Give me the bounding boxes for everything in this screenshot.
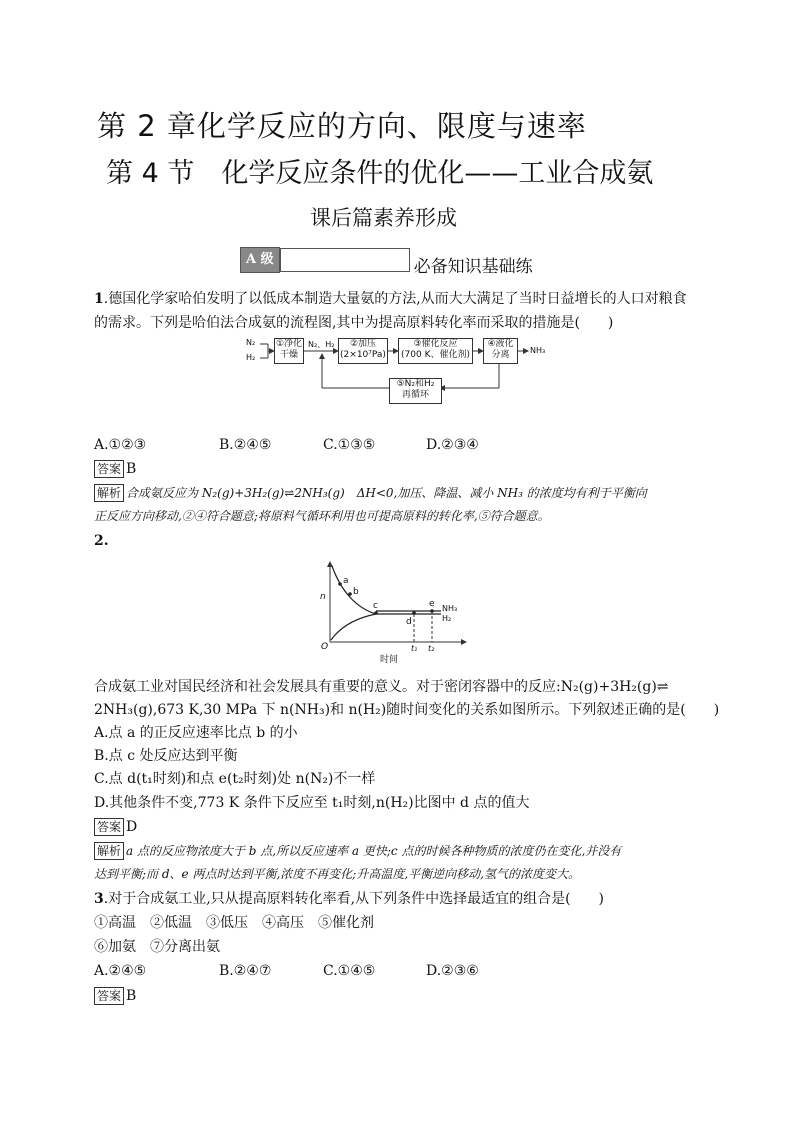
graph-ylabel: n [320,592,326,602]
flow-box-recycle-line1: ⑤N₂和H₂ [396,379,435,389]
q2-option-c: C.点 d(t₁时刻)和点 e(t₂时刻)处 n(N₂)不一样 [94,771,376,787]
graph-point-c: c [373,601,378,611]
q1-option-c: C.①③⑤ [323,437,376,453]
q1-analysis-line1 [94,483,647,504]
level-box [280,248,410,272]
graph-origin: O [321,642,329,652]
graph-point-a: a [343,576,349,586]
q1-answer-value: B [126,461,137,477]
q2-analysis-line1 [94,841,621,862]
q3-option-a: A.②④⑤ [94,963,147,979]
flow-box-purify-line2: 干燥 [279,350,298,360]
flow-box-recycle [389,378,442,404]
q3-number: 3 [94,891,104,907]
q1-answer [94,458,136,480]
q1-option-d: D.②③④ [426,437,479,453]
q1-analysis-text1: 合成氨反应为 N₂(g)+3H₂(g)⇌2NH₃(g) ΔH<0,加压、降温、减小 NH₃ 的浓度均有利于平衡向 [126,486,647,500]
q3-line3: ⑥加氨 ⑦分离出氨 [94,939,220,955]
q2-option-d: D.其他条件不变,773 K 条件下反应至 t₁时刻,n(H₂)比图中 d 点的值大 [94,795,530,811]
flow-box-purify-line1: ①净化 [275,339,303,349]
answer-label: 答案 [94,460,124,478]
level-title: 必备知识基础练 [413,256,533,277]
flow-input-n2: N₂ [246,338,256,347]
graph-t2: t₂ [428,644,435,653]
flow-output-nh3: NH₃ [530,346,546,355]
q3-line2: ①高温 ②低温 ③低压 ④高压 ⑤催化剂 [94,915,374,931]
q2-answer-value: D [126,819,138,835]
flow-input-h2: H₂ [246,353,256,362]
graph-series-h2: H₂ [442,614,452,623]
answer-label: 答案 [94,987,124,1005]
q1-text: .德国化学家哈伯发明了以低成本制造大量氨的方法,从而大大满足了当时日益增长的人口对粮食 [103,291,687,307]
q1-line1 [94,288,687,310]
chapter-title: 第 2 章化学反应的方向、限度与速率 [97,109,587,143]
flow-box-pressure-line1: ②加压 [349,339,377,349]
q1-analysis-line2: 正反应方向移动,②④符合题意;将原料气循环利用也可提高原料的转化率,⑤符合题意。 [94,509,550,523]
q2-analysis-line2: 达到平衡;而 d、e 两点时达到平衡,浓度不再变化;升高温度,平衡逆向移动,氢气的浓度变大。 [94,867,580,881]
q2-analysis-text1: a 点的反应物浓度大于 b 点,所以反应速率 a 更快;c 点的时候各种物质的浓度仍在变化,并没有 [126,844,622,858]
graph-point-e: e [429,599,435,609]
flow-box-pressure [338,338,388,364]
graph-xlabel: 时间 [380,655,399,665]
answer-label: 答案 [94,818,124,836]
q2-number-text: 2 [94,533,104,549]
level-tag: A 级 [240,247,280,273]
sub-title: 课后篇素养形成 [310,206,457,230]
q1-number: 1 [94,291,104,307]
flow-box-liquefy-line2: 分离 [491,350,510,360]
q3-text: .对于合成氨工业,只从提高原料转化率看,从下列条件中选择最适宜的组合是( ) [103,891,605,907]
q3-answer-value: B [126,988,137,1004]
q2-line2: 2NH₃(g),673 K,30 MPa 下 n(NH₃)和 n(H₂)随时间变化的关系如图所示。下列叙述正确的是( ) [94,702,720,718]
flow-box-pressure-line2: (2×10⁷Pa) [340,350,386,360]
flow-box-catalysis [398,338,473,364]
flow-box-purify [274,338,304,364]
q2-graph [316,556,476,666]
q2-option-a: A.点 a 的正反应速率比点 b 的小 [94,725,298,741]
graph-point-d: d [406,617,412,627]
analysis-label: 解析 [94,842,124,860]
q3-option-c: C.①④⑤ [323,963,376,979]
q2-option-b: B.点 c 处反应达到平衡 [94,748,238,764]
q3-option-d: D.②③⑥ [426,963,479,979]
q2-answer [94,816,137,838]
q1-line2: 的需求。下列是哈伯法合成氨的流程图,其中为提高原料转化率而采取的措施是( ) [94,315,614,331]
graph-point-b: b [353,587,359,597]
flow-box-catalysis-line1: ③催化反应 [413,339,458,349]
flow-box-liquefy [483,338,518,364]
q3-option-b: B.②④⑦ [219,963,272,979]
analysis-label: 解析 [94,484,124,502]
flow-box-catalysis-line2: (700 K、催化剂) [401,350,470,360]
q1-option-b: B.②④⑤ [219,437,272,453]
section-title: 第 4 节 化学反应条件的优化——工业合成氨 [106,158,654,189]
q1-option-a: A.①②③ [94,437,147,453]
flow-box-liquefy-line1: ④液化 [487,339,514,349]
level-header [240,248,533,277]
q3-answer [94,985,136,1007]
flow-mid-label: N₂、H₂ [308,340,335,349]
graph-t1: t₁ [411,644,418,653]
flow-diagram [246,336,556,414]
q2-number: 2. [94,533,109,549]
q3-line1 [94,888,604,910]
graph-series-nh3: NH₃ [442,604,458,613]
q2-line1: 合成氨工业对国民经济和社会发展具有重要的意义。对于密闭容器中的反应:N₂(g)+3H₂(g)⇌ [94,679,669,695]
flow-box-recycle-line2: 再循环 [401,390,429,400]
